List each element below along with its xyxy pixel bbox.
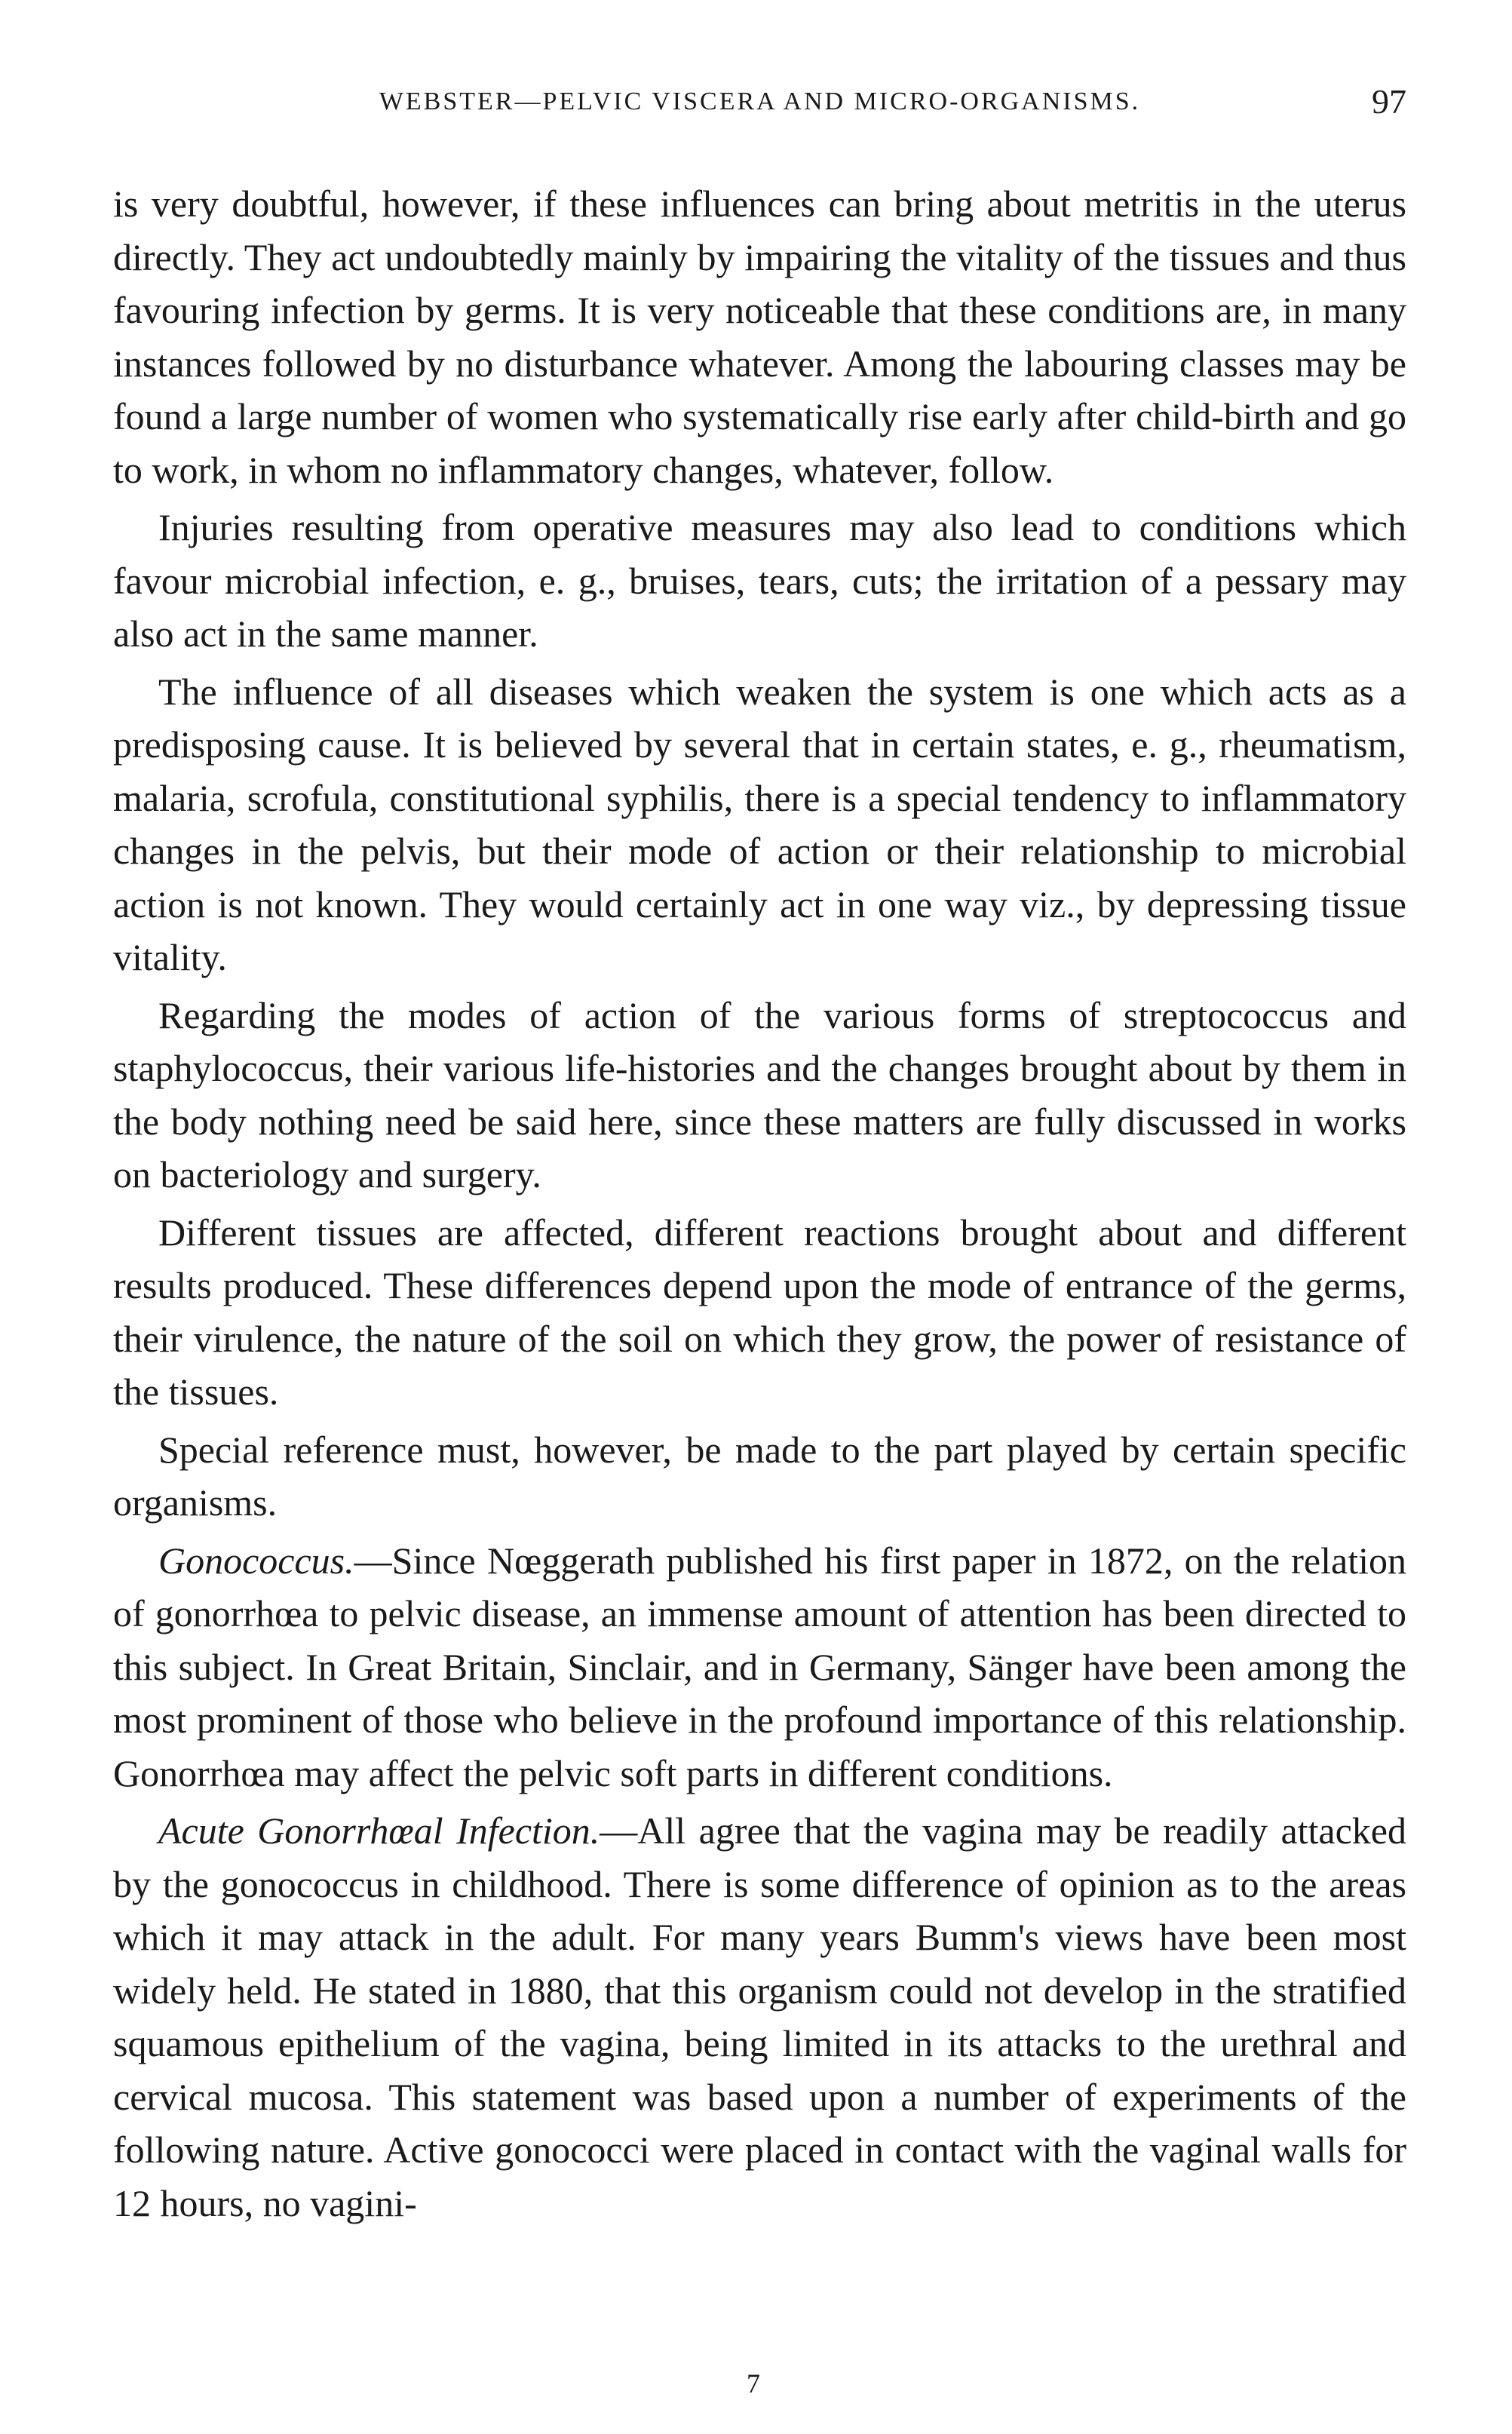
- book-page: [113, 72, 1406, 2230]
- paragraph-gonococcus: [113, 1534, 1406, 1800]
- running-head: WEBSTER—PELVIC VISCERA AND MICRO-ORGANISMS.: [379, 87, 1141, 115]
- paragraph-text: Regarding the modes of action of the various forms of streptococcus and staphylococcus, their various life-histories and the changes brought about by them in the body nothing need be said here, since these matters are fully discussed in works on bacteriology and surgery.: [113, 993, 1406, 1196]
- paragraph-special-reference: [113, 1423, 1406, 1530]
- paragraph-text: —All agree that the vagina may be readily attacked by the gonococcus in childhood. There is some difference of opinion as to the areas which it may attack in the adult. For many years Bumm's views have been most widely held. He stated in 1880, that this organism could not develop in the stratified squamous epithelium of the vagina, being limited in its attacks to the urethral and cervical mucosa. This statement was based upon a number of experiments of the following nature. Active gonococci were placed in contact with the vaginal walls for 12 hours, no vagini-: [113, 1809, 1406, 2224]
- paragraph-acute-infection: [113, 1804, 1406, 2230]
- section-lead-acute-infection: Acute Gonorrhœal Infection.: [158, 1809, 600, 1852]
- paragraph-diseases: [113, 665, 1406, 984]
- signature-mark: 7: [747, 2368, 760, 2399]
- body-text: [113, 177, 1406, 2230]
- paragraph-text: is very doubtful, however, if these influences can bring about metritis in the uterus directly. They act undoubtedly mainly by impairing the vitality of the tissues and thus favouring infection by germs. It is very noticeable that these conditions are, in many instances followed by no disturbance whatever. Among the labouring classes may be found a large number of women who systematically rise early after child-birth and go to work, in whom no inflammatory changes, whatever, follow.: [113, 183, 1406, 491]
- section-lead-gonococcus: Gonococcus.: [158, 1539, 354, 1582]
- page-number: 97: [1372, 82, 1406, 121]
- paragraph-injuries: [113, 501, 1406, 661]
- paragraph-metritis: [113, 177, 1406, 496]
- paragraph-text: Injuries resulting from operative measures may also lead to conditions which favour microbial infection, e. g., bruises, tears, cuts; the irritation of a pessary may also act in the same manner.: [113, 506, 1406, 655]
- paragraph-text: Special reference must, however, be made to the part played by certain specific organisms.: [113, 1428, 1406, 1524]
- paragraph-text: The influence of all diseases which weaken the system is one which acts as a predisposing cause. It is believed by several that in certain states, e. g., rheumatism, malaria, scrofula, constitutional syphilis, there is a special tendency to inflammatory changes in the pelvis, but their mode of action or their relationship to microbial action is not known. They would certainly act in one way viz., by depressing tissue vitality.: [113, 670, 1406, 978]
- page-header: [113, 72, 1406, 132]
- paragraph-text: Different tissues are affected, different reactions brought about and different results produced. These differences depend upon the mode of entrance of the germs, their virulence, the nature of the soil on which they grow, the power of resistance of the tissues.: [113, 1211, 1406, 1413]
- paragraph-tissues: [113, 1206, 1406, 1419]
- paragraph-text: —Since Nœggerath published his first paper in 1872, on the relation of gonorrhœa to pelvic disease, an immense amount of attention has been directed to this subject. In Great Britain, Sinclair, and in Germany, Sänger have been among the most prominent of those who believe in the profound importance of this relationship. Gonorrhœa may affect the pelvic soft parts in different conditions.: [113, 1539, 1406, 1794]
- paragraph-streptococcus: [113, 989, 1406, 1202]
